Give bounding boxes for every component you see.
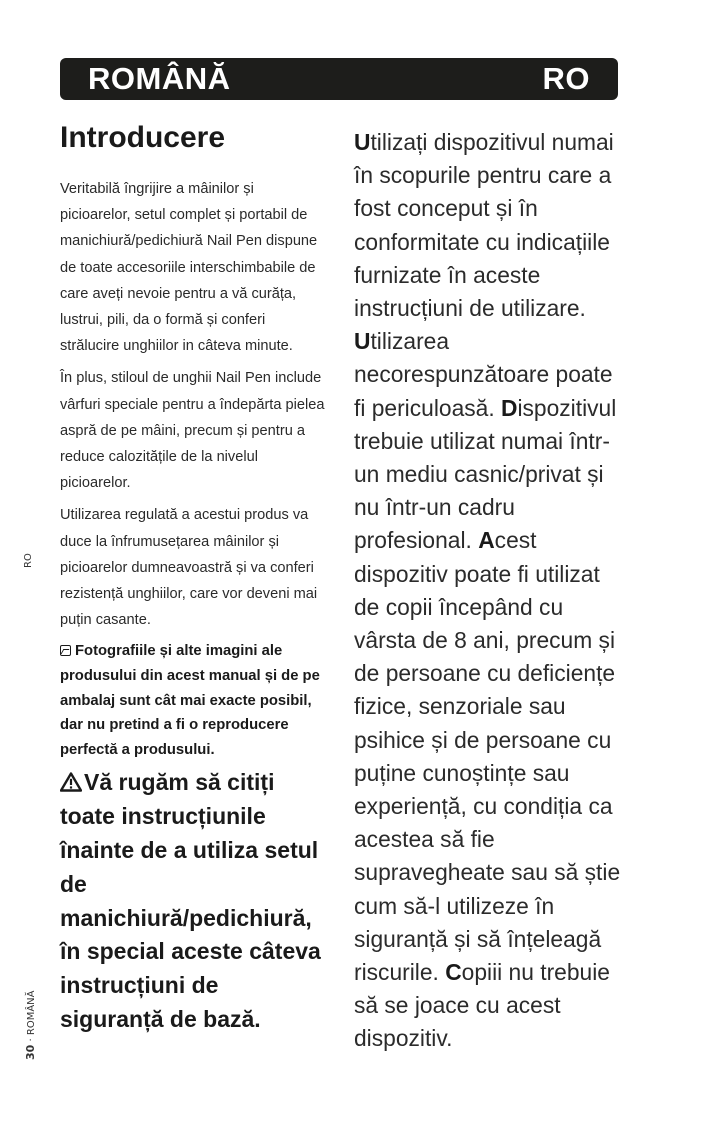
warning-triangle-icon xyxy=(60,772,82,792)
safety-warning-text: Vă rugăm să citiți toate instrucțiunile înainte de a utiliza setul de manichiură/pedichiură, în special aceste câteva instrucțiuni de siguranță de bază. xyxy=(60,769,321,1032)
photo-note-text: Fotografiile și alte imagini ale produsului din acest manual și de pe ambalaj sunt cât mai exacte posibil, dar nu pretind a fi o reproducere perfectă a produsului. xyxy=(60,643,320,758)
usage-sentence-1: tilizați dispozitivul numai în scopurile pentru care a fost conceput și în conformitate cu indicațiile furnizate în aceste instrucțiuni de utilizare. xyxy=(354,129,614,322)
page-footer xyxy=(24,991,37,1060)
language-header-bar xyxy=(60,58,618,100)
intro-paragraph-3: Utilizarea regulată a acestui produs va duce la înfrumusețarea mâinilor și picioarelor dumneavoastră și va conferi rezistență unghiilor, care vor deveni mai puțin casante. xyxy=(60,507,318,629)
page-separator: · xyxy=(26,1038,37,1042)
usage-sentence-3: ispozitivul trebuie utilizat numai într-un mediu casnic/privat și nu într-un cadru profesional. xyxy=(354,394,617,554)
page-language: ROMÂNĂ xyxy=(26,990,37,1036)
intro-paragraph-1: Veritabilă îngrijire a mâinilor și picioarelor, setul complet și portabil de manichiură/pedichiură Nail Pen dispune de toate accesoriile interschimbabile de care aveți nevoie pentru a vă curăța, lustrui, pili, da o formă și conferi strălucire unghiilor in câteva minute. xyxy=(60,181,318,355)
side-language-code: RO xyxy=(23,553,34,568)
safety-warning xyxy=(60,766,328,1036)
initial-letter: U xyxy=(354,129,371,155)
initial-letter: D xyxy=(501,394,518,421)
photo-note xyxy=(60,639,328,762)
left-column xyxy=(60,118,328,1037)
header-language-code: RO xyxy=(542,61,590,96)
initial-letter: A xyxy=(478,527,495,554)
section-title: Introducere xyxy=(60,121,226,154)
usage-instructions xyxy=(354,126,629,1056)
usage-sentence-4: cest dispozitiv poate fi utilizat de copii începând cu vârsta de 8 ani, precum și de persoane cu deficiențe fizice, senzoriale sau psihice și de persoane cu puține cunoștințe sau experiență, cu condiția ca acestea să fie supravegheate sau să știe cum să-l utilizeze în siguranță și să înțeleagă riscurile. xyxy=(354,527,621,986)
initial-letter: C xyxy=(445,959,462,986)
usage-sentence-2: tilizarea necorespunzătoare poate fi periculoasă. xyxy=(354,328,613,421)
right-column xyxy=(354,126,629,1056)
page-number: 30 xyxy=(24,1044,37,1060)
photo-icon xyxy=(60,645,71,656)
initial-letter: U xyxy=(354,328,371,355)
intro-paragraph-2: În plus, stiloul de unghii Nail Pen include vârfuri speciale pentru a îndepărta pielea aspră de pe mâini, precum și pentru a reduce calozitățile de la nivelul picioarelor. xyxy=(60,370,325,492)
usage-sentence-5: opiii nu trebuie să se joace cu acest dispozitiv. xyxy=(354,959,610,1052)
header-language: ROMÂNĂ xyxy=(88,61,231,96)
